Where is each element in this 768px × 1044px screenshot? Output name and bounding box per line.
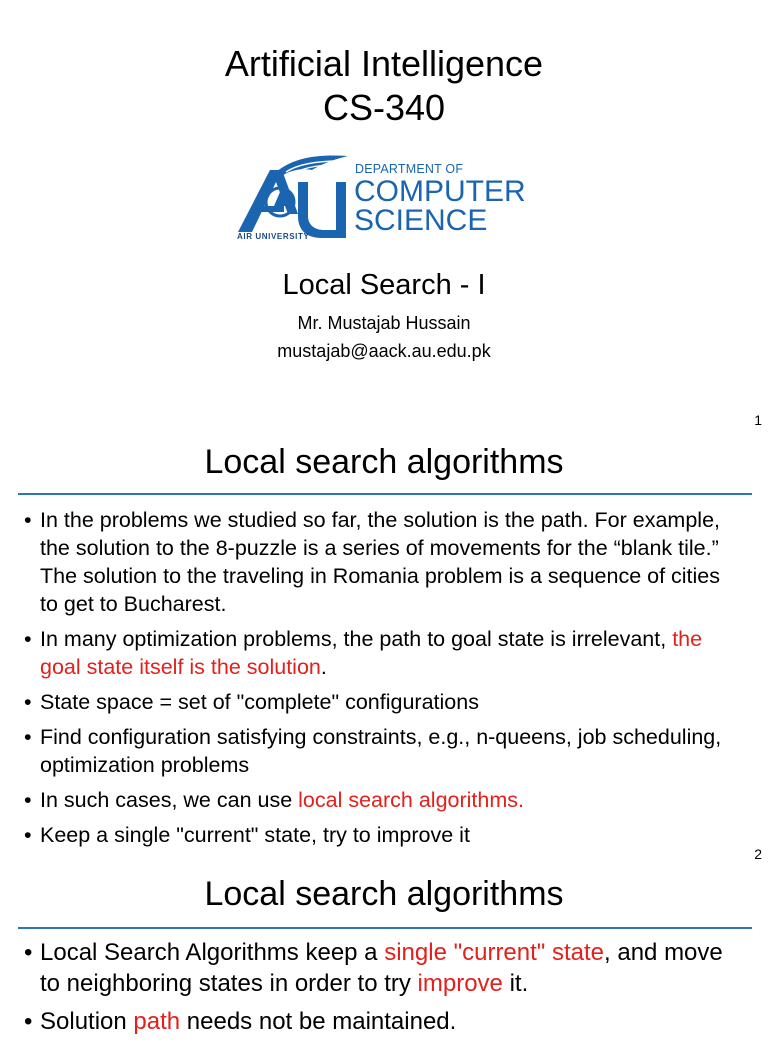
page-number-2: 2: [754, 846, 762, 862]
science-label: SCIENCE: [354, 204, 488, 237]
bullet-text: Keep a single "current" state, try to improve it: [40, 823, 470, 847]
computer-label: COMPUTER: [354, 175, 526, 208]
bullet-text: State space = set of "complete" configurations: [40, 690, 479, 714]
bullet-text: Local Search Algorithms keep a: [40, 939, 385, 966]
slide3-title: Local search algorithms: [204, 875, 564, 913]
bullet-text: needs not be maintained.: [180, 1008, 457, 1035]
bullet-text: Solution: [40, 1008, 134, 1035]
slide3-bullet-list: [22, 937, 742, 1044]
slide3-title-rule: [18, 927, 752, 929]
air-university-emblem-icon: [236, 152, 348, 240]
bullet-text: .: [320, 655, 327, 679]
bullet-text: In many optimization problems, the path to goal state is irrelevant,: [40, 627, 673, 651]
highlighted-text: path: [133, 1008, 181, 1035]
bullet-item: [22, 723, 742, 779]
author-name: Mr. Mustajab Hussain: [297, 313, 471, 333]
highlighted-text: the goal state itself is the solution: [40, 627, 703, 679]
bullet-item: [22, 821, 742, 849]
bullet-text: Find configuration satisfying constraints, e.g., n-queens, job scheduling, optimization problems: [40, 725, 722, 777]
slide2-title: Local search algorithms: [204, 443, 564, 481]
page-number-1: 1: [754, 412, 762, 428]
highlighted-text: local search algorithms.: [298, 788, 524, 812]
bullet-item: [22, 506, 742, 618]
department-of-label: DEPARTMENT OF: [355, 162, 464, 176]
slide2-title-rule: [18, 493, 752, 495]
author-email: mustajab@aack.au.edu.pk: [277, 341, 491, 361]
bullet-text: In the problems we studied so far, the solution is the path. For example, the solution to the 8-puzzle is a series of movements for the “blank tile.” The solution to the traveling in Romania problem is a sequence of cities to get to Bucharest.: [40, 508, 721, 616]
slide1-subtitle: Local Search - I: [282, 269, 486, 301]
bullet-text: In such cases, we can use: [40, 788, 299, 812]
slide2-bullet-list: [22, 506, 742, 856]
bullet-item: [22, 625, 742, 681]
highlighted-text: improve: [417, 970, 503, 997]
department-logo: [236, 152, 536, 244]
bullet-item: [22, 786, 742, 814]
air-university-label: AIR UNIVERSITY: [237, 232, 310, 241]
slide1-title-line1: Artificial Intelligence: [224, 43, 544, 84]
bullet-text: it.: [502, 970, 529, 997]
bullet-item: [22, 1006, 742, 1037]
bullet-text: , and move to neighboring states in order to try: [40, 939, 723, 997]
slide1-title-line2: CS-340: [322, 87, 446, 128]
highlighted-text: single "current" state: [384, 939, 605, 966]
bullet-item: [22, 937, 742, 999]
bullet-item: [22, 688, 742, 716]
